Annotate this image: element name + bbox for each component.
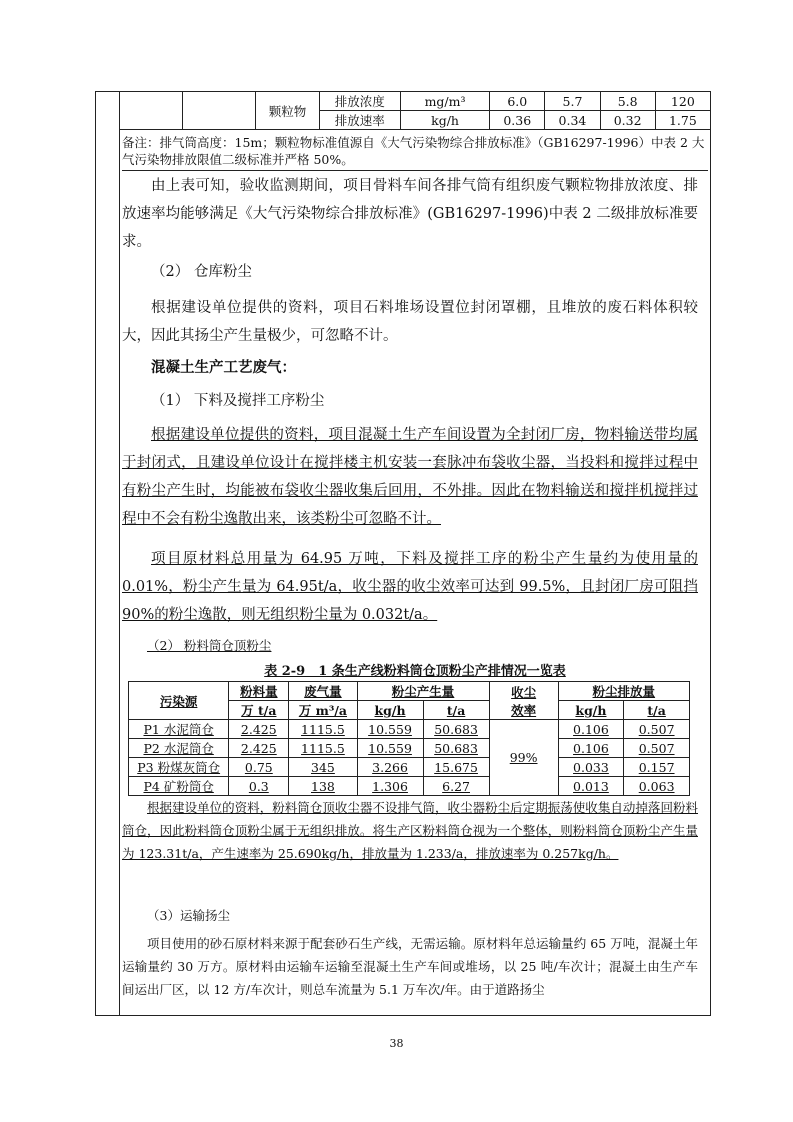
particulate-table <box>119 91 711 130</box>
table-note: 备注：排气筒高度：15m；颗粒物标准值源自《大气污染物综合排放标准》（GB16297-1996）中表 2 大气污染物排放限值二级标准并严格 50%。 <box>122 134 708 171</box>
efficiency-cell: 99% <box>489 720 558 796</box>
heading-feed-mixing: （1） 下料及搅拌工序粉尘 <box>151 393 325 409</box>
table-row: P1 水泥筒仓 2.425 1115.5 10.559 50.683 99% 0.106 0.507 <box>129 720 690 739</box>
table-row: 颗粒物 排放浓度 mg/m³ 6.0 5.7 5.8 120 <box>120 92 711 111</box>
table-row: P3 粉煤灰筒仓 0.75 345 3.266 15.675 0.033 0.157 <box>129 758 690 777</box>
paragraph-transport: 项目使用的砂石原材料来源于配套砂石生产线，无需运输。原材料年总运输量约 65 万吨，混凝土年运输量约 30 万方。原材料由运输车运输至混凝土生产车间或堆场，以 25 吨/车次计；混凝土由生产车间运出厂区，以 12 方/车次计，则总车流量为 5.1 万车次/年。由于道路扬尘 <box>122 936 698 997</box>
table-header-row: 污染源 粉料量 废气量 粉尘产生量 收尘 效率 粉尘排放量 <box>129 682 690 701</box>
paragraph-warehouse: 根据建设单位提供的资料，项目石料堆场设置位封闭罩棚，且堆放的废石料体积较大，因此其扬尘产生量极少，可忽略不计。 <box>122 300 698 344</box>
heading-silo-dust: （2） 粉料筒仓顶粉尘 <box>147 638 272 653</box>
silo-dust-table <box>128 681 690 796</box>
table-header-row: 万 t/a 万 m³/a kg/h t/a kg/h t/a <box>129 701 690 720</box>
heading-warehouse-dust: （2） 仓库粉尘 <box>151 264 252 280</box>
efficiency-header: 收尘 效率 <box>489 682 558 720</box>
table-row: P4 矿粉筒仓 0.3 138 1.306 6.27 0.013 0.063 <box>129 777 690 796</box>
table-row: 排放速率 kg/h 0.36 0.34 0.32 1.75 <box>120 111 711 130</box>
page-number: 38 <box>389 1037 404 1050</box>
table-caption: 表 2-9 1 条生产线粉料筒仓顶粉尘产排情况一览表 <box>264 664 566 679</box>
frame-divider <box>119 91 120 1016</box>
paragraph-conclusion: 由上表可知，验收监测期间，项目骨料车间各排气筒有组织废气颗粒物排放浓度、排放速率均能够满足《大气污染物综合排放标准》(GB16297-1996)中表 2 二级排放标准要求。 <box>122 178 698 250</box>
heading-concrete-gas: 混凝土生产工艺废气： <box>151 359 296 376</box>
paragraph-silo: 根据建设单位的资料，粉料筒仓顶收尘器不设排气筒，收尘器粉尘后定期振荡使收集自动掉落回粉料筒仓，因此粉料筒仓顶粉尘属于无组织排放。将生产区粉料筒仓视为一个整体，则粉料筒仓顶粉尘产生量为 123.31t/a，产生速率为 25.690kg/h，排放量为 1.233/a，排放速率为 0.257kg/h。 <box>122 800 698 861</box>
table-row: P2 水泥筒仓 2.425 1115.5 10.559 50.683 0.106 0.507 <box>129 739 690 758</box>
paragraph-feed-mixing: 根据建设单位提供的资料，项目混凝土生产车间设置为全封闭厂房，物料输送带均属于封闭式，且建设单位设计在搅拌楼主机安装一套脉冲布袋收尘器，当投料和搅拌过程中有粉尘产生时，均能被布袋收尘器收集后回用，不外排。因此在物料输送和搅拌机搅拌过程中不会有粉尘逸散出来，该类粉尘可忽略不计。 <box>122 427 698 527</box>
pollutant-label: 颗粒物 <box>256 92 319 130</box>
heading-transport-dust: （3）运输扬尘 <box>147 908 230 923</box>
paragraph-raw-material: 项目原材料总用量为 64.95 万吨，下料及搅拌工序的粉尘产生量约为使用量的 0.01%，粉尘产生量为 64.95t/a，收尘器的收尘效率可达到 99.5%，且封闭厂房可阻挡 90%的粉尘逸散，则无组织粉尘量为 0.032t/a。 <box>122 551 698 623</box>
